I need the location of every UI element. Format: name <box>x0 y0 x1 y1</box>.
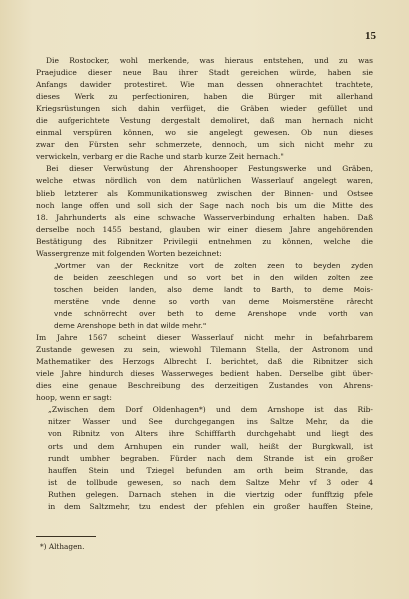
footnote-divider <box>36 536 96 537</box>
text-line: blieb letzterer als Kommunikationsweg zwischen der Binnen- und Ostsee <box>36 188 373 198</box>
quote-line: hauffen Stein und Tziegel befunden am orth beim Strande, das <box>48 465 373 475</box>
paragraph-1567 <box>36 332 373 404</box>
quote-line: nitzer Wasser und See durchgegangen ins Saltze Mehr, da die <box>48 417 373 427</box>
text-line: Die Rostocker, wohl merkende, was hieraus entstehen, und zu was <box>46 56 373 65</box>
text-line: Bei dieser Verwüstung der Ahrenshooper Festungswerke und Gräben, <box>46 164 373 174</box>
quote-line: Ruthen gelegen. Darnach stehen in die viertzig oder funfftzig pfele <box>48 489 373 499</box>
paragraph-rostock-protest <box>36 55 373 163</box>
text-line: einmal verspüren können, wo sie angelegt gewesen. Ob nun dieses <box>36 128 373 138</box>
text-line: Im Jahre 1567 scheint dieser Wasserlauf nicht mehr in befahrbarem <box>36 333 373 343</box>
text-line: Zustande gewesen zu sein, wiewohl Tilemann Stella, der Astronom und <box>36 345 373 355</box>
page-content <box>36 55 373 513</box>
text-line: Kriegsrüstungen sich dahin verfüget, die Gräben wieder gefüllet und <box>36 104 373 114</box>
text-line: 18. Jahrhunderts als eine schwache Wasserverbindung erhalten haben. Daß <box>36 212 373 222</box>
text-line: noch lange offen und soll sich der Sage nach noch bis um die Mitte des <box>36 200 373 210</box>
quote-line: orts und dem Arnhupen ein runder wall, heißt der Burgkwall, ist <box>48 441 373 451</box>
quote-line: rundt umbher begraben. Fürder nach dem Strande ist ein großer <box>48 453 373 463</box>
text-line: Anfangs dawider protestiret. Wie man dessen ohnerachtet trachtete, <box>36 80 373 90</box>
quote-line: de beiden zeeschlegen und so vort bet in den wilden zolten zee <box>54 272 373 282</box>
quote-line: vnde schnörrecht over beth to deme Arenshope vnde vorth van <box>54 308 373 318</box>
quote-stella <box>36 404 373 512</box>
quote-privilege <box>36 260 373 332</box>
quote-line: von Ribnitz von Alters ihre Schifffarth durchgehabt und liegt des <box>48 429 373 439</box>
footnote: *) Althagen. <box>40 542 85 551</box>
text-line: viele Jahre hindurch dieses Wasserweges bedient haben. Derselbe gibt über- <box>36 369 373 379</box>
text-line: die aufgerichtete Vestung dergestalt demoliret, daß man hernach nicht <box>36 116 373 126</box>
text-line: Wassergrenze mit folgenden Worten bezeichnet: <box>36 248 222 258</box>
text-line: Praejudice dieser neue Bau ihrer Stadt gereichen würde, haben sie <box>36 68 373 78</box>
quote-line: „Zwischen dem Dorf Oldenhagen*) und dem Arnshope ist das Rib- <box>48 405 373 415</box>
quote-line: „Vortmer van der Recknitze vort de zolten zeen to beyden zyden <box>54 260 373 270</box>
page-number: 15 <box>365 30 376 42</box>
text-line: Bestätigung des Ribnitzer Privilegii entnehmen zu können, welche die <box>36 236 373 246</box>
quote-line: in dem Saltzmehr, tzu endest der pfehlen ein großer hauffen Steine, <box>48 501 373 511</box>
quote-line: deme Arenshope beth in dat wilde mehr." <box>54 321 207 331</box>
text-line: derselbe noch 1455 bestand, glauben wir einer diesem Jahre angehörenden <box>36 224 373 234</box>
text-line: dies eine genaue Beschreibung des derzeitigen Zustandes von Ahrens- <box>36 381 373 391</box>
quote-line: ist de tollbude gewesen, so nach dem Saltze Mehr vf 3 oder 4 <box>48 477 373 487</box>
text-line: welche etwas nördlich von dem natürlichen Wasserlauf angelegt waren, <box>36 176 373 186</box>
text-line: hoop, wenn er sagt: <box>36 393 112 403</box>
text-line: zwar den Fürsten sehr schmerzete, dennoch, um sich nicht mehr zu <box>36 140 373 150</box>
quote-line: merstëne vnde denne so vorth van deme Moismerstëne rârecht <box>54 296 373 306</box>
quote-line: toschen beiden landen, also deme landt to Barth, to deme Mois- <box>54 284 373 294</box>
paragraph-waterway <box>36 163 373 259</box>
text-line: Mathematiker des Herzogs Albrecht I. berichtet, daß die Ribnitzer sich <box>36 357 373 367</box>
text-line: dieses Werk zu perfectioniren, haben die Bürger mit allerhand <box>36 92 373 102</box>
text-line: verwickeln, verbarg er die Rache und starb kurze Zeit hernach." <box>36 152 284 162</box>
